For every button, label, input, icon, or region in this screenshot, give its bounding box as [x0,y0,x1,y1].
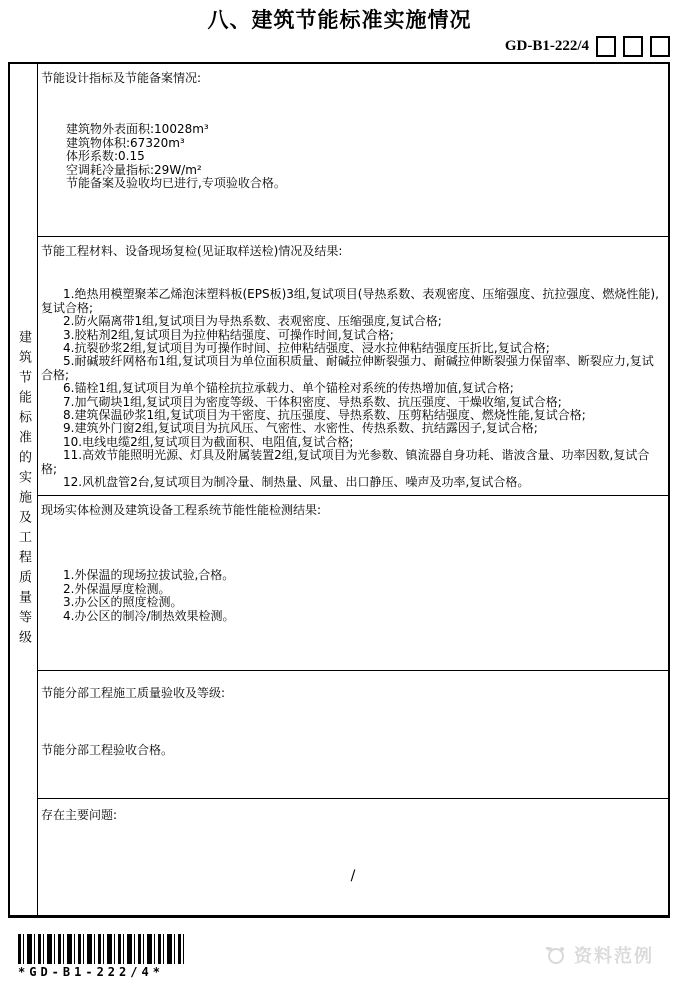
watermark-logo-icon [542,944,568,966]
section-line: 空调耗冷量指标:29W/m² [66,162,202,177]
barcode-block [18,934,186,979]
page-title: 八、建筑节能标准实施情况 [207,8,472,32]
list-item: 7.加气砌块1组,复试项目为密度等级、干体积密度、导热系数、抗压强度、干燥收缩,复试合格; [63,394,562,409]
watermark-text: 资料范例 [574,946,654,967]
table-left-header-cell [10,64,38,915]
section-header: 节能设计指标及节能备案情况: [41,71,202,85]
form-table [8,62,670,918]
list-item: 4.办公区的制冷/制热效果检测。 [63,608,235,623]
list-item: 4.抗裂砂浆2组,复试项目为可操作时间、拉伸粘结强度、浸水拉伸粘结强度压折比,复试合格; [63,341,550,356]
section-line: 建筑物体积:67320m³ [66,135,185,150]
list-item: 11.高效节能照明光源、灯具及附属装置2组,复试项目为光参数、镇流器自身功耗、谐波含量、功率因数,复试合格; [41,448,650,476]
section-header: 节能工程材料、设备现场复检(见证取样送检)情况及结果: [41,244,343,258]
section-header: 存在主要问题: [41,808,118,822]
section-line: 建筑物外表面积:10028m³ [66,122,209,137]
section-material-recheck [38,237,668,496]
list-item: 2.防火隔离带1组,复试项目为导热系数、表观密度、压缩强度,复试合格; [63,314,442,329]
list-item: 12.风机盘管2台,复试项目为制冷量、制热量、风量、出口静压、噪声及功率,复试合格。 [63,475,530,490]
list-item: 2.外保温厚度检测。 [63,581,171,596]
section-body: 节能分部工程验收合格。 [41,743,174,758]
list-item: 10.电线电缆2组,复试项目为截面积、电阻值,复试合格; [63,434,354,449]
form-code-checkbox-2[interactable] [623,36,643,57]
list-item: 3.胶粘剂2组,复试项目为拉伸粘结强度、可操作时间,复试合格; [63,327,394,342]
form-code-checkbox-3[interactable] [650,36,670,57]
form-code-checkbox-1[interactable] [596,36,616,57]
list-item: 6.锚栓1组,复试项目为单个锚栓抗拉承载力、单个锚栓对系统的传热增加值,复试合格; [63,381,514,396]
list-item: 8.建筑保温砂浆1组,复试项目为干密度、抗压强度、导热系数、压剪粘结强度、燃烧性能,复试合格; [63,408,586,423]
section-line: 节能备案及验收均已进行,专项验收合格。 [66,176,286,191]
section-body [66,123,668,190]
list-item: 1.绝热用模塑聚苯乙烯泡沫塑料板(EPS板)3组,复试项目(导热系数、表观密度、压缩强度、抗拉强度、燃烧性能),复试合格; [41,287,659,315]
section-header: 现场实体检测及建筑设备工程系统节能性能检测结果: [41,503,322,517]
list-item: 5.耐碱玻纤网格布1组,复试项目为单位面积质量、耐碱拉伸断裂强力、耐碱拉伸断裂强力保留率、断裂应力,复试合格; [41,354,654,382]
barcode-image [18,934,186,964]
form-code: GD-B1-222/4 [504,38,589,54]
section-body [38,288,668,489]
barcode-text: *GD-B1-222/4* [18,965,164,979]
section-line: 体形系数:0.15 [66,149,145,164]
section-onsite-testing [38,496,668,671]
form-code-row [505,36,670,57]
section-header: 节能分部工程施工质量验收及等级: [41,686,226,700]
table-left-vertical-label: 建筑节能标准的实施及工程质量等级 [16,329,31,650]
table-rows [38,64,668,915]
list-item: 3.办公区的照度检测。 [63,595,183,610]
section-acceptance-grade [38,671,668,799]
footer-bar [0,930,679,988]
main-problems-value: / [350,868,356,885]
section-energy-design-indicators [38,64,668,237]
list-item: 1.外保温的现场拉拔试验,合格。 [63,568,235,583]
section-main-problems [38,799,668,915]
list-item: 9.建筑外门窗2组,复试项目为抗风压、气密性、水密性、传热系数、抗结露因子,复试合格; [63,421,538,436]
watermark [542,942,654,968]
section-body [38,569,668,623]
